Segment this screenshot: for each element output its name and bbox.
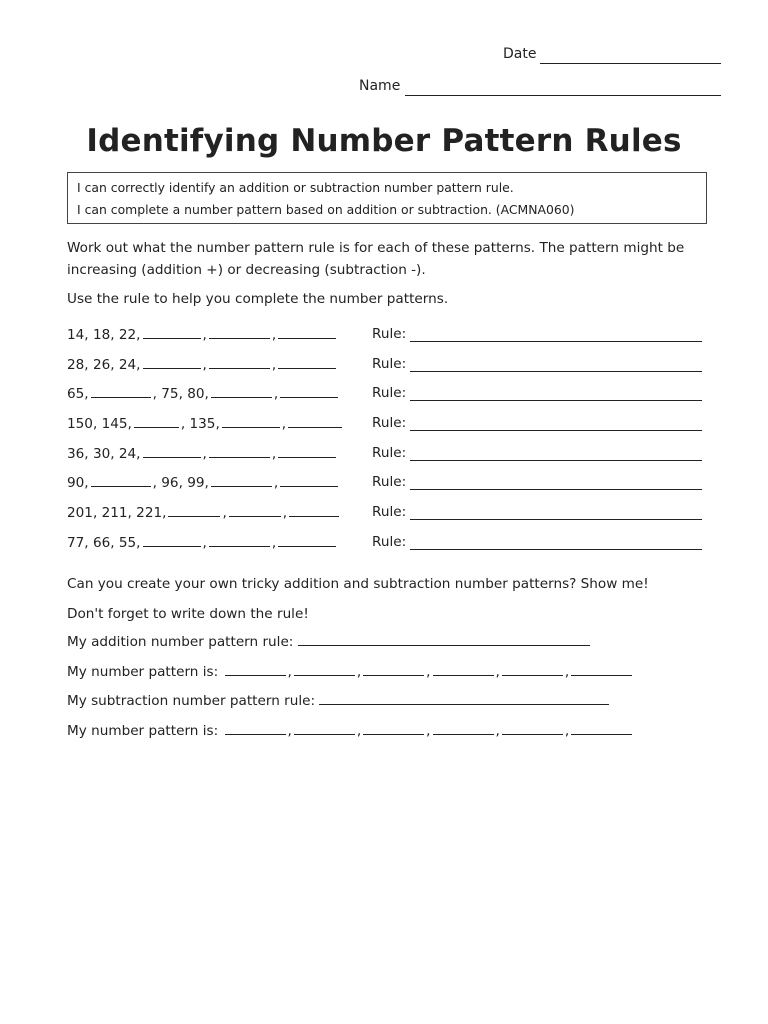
- rule-answer-line[interactable]: [410, 341, 702, 342]
- answer-blank[interactable]: [278, 534, 336, 547]
- answer-blank[interactable]: [225, 663, 286, 676]
- answer-blank[interactable]: [294, 663, 355, 676]
- answer-blank[interactable]: [222, 415, 280, 428]
- subtraction-rule-row: [67, 692, 609, 709]
- pattern-sequence: 201, 211, 221, , ,: [67, 504, 341, 521]
- answer-blank[interactable]: [229, 504, 281, 517]
- pattern-sequence: 90, , 96, 99, ,: [67, 474, 340, 491]
- pattern-row-8: [67, 534, 707, 554]
- date-label: Date: [503, 46, 537, 62]
- pattern-sequence: 150, 145, , 135, ,: [67, 415, 344, 432]
- objective-item: I can correctly identify an addition or subtraction number pattern rule.: [77, 180, 514, 195]
- answer-blank[interactable]: [143, 356, 201, 369]
- rule-label: Rule:: [372, 385, 407, 401]
- subtraction-rule-label: My subtraction number pattern rule:: [67, 693, 316, 709]
- subtraction-rule-line[interactable]: [319, 692, 609, 705]
- pattern-row-5: [67, 445, 707, 465]
- date-field[interactable]: [540, 63, 721, 64]
- pattern-label: My number pattern is:: [67, 664, 219, 680]
- answer-blank[interactable]: [143, 534, 201, 547]
- use-rule-text: Use the rule to help you complete the number patterns.: [67, 291, 449, 307]
- pattern-sequence: 77, 66, 55, , ,: [67, 534, 338, 551]
- create-question: Can you create your own tricky addition and subtraction number patterns? Show me!: [67, 576, 649, 592]
- pattern-row-2: [67, 356, 707, 376]
- instructions-text: Work out what the number pattern rule is for each of these patterns. The pattern might be increasing (addition +) or decreasing (subtraction -).: [67, 240, 685, 278]
- pattern-sequence: 14, 18, 22, , ,: [67, 326, 338, 343]
- name-field[interactable]: [405, 95, 721, 96]
- pattern-row-6: [67, 474, 707, 494]
- answer-blank[interactable]: [225, 722, 286, 735]
- pattern-sequence: 28, 26, 24, , ,: [67, 356, 338, 373]
- answer-blank[interactable]: [209, 356, 270, 369]
- answer-blank[interactable]: [168, 504, 220, 517]
- answer-blank[interactable]: [209, 534, 270, 547]
- answer-blank[interactable]: [363, 663, 424, 676]
- rule-answer-line[interactable]: [410, 430, 702, 431]
- answer-blank[interactable]: [294, 722, 355, 735]
- answer-blank[interactable]: [502, 663, 563, 676]
- pattern-row-7: [67, 504, 707, 524]
- rule-label: Rule:: [372, 415, 407, 431]
- addition-pattern-row: My number pattern is: , , , , ,: [67, 663, 634, 680]
- pattern-row-3: [67, 385, 707, 405]
- rule-answer-line[interactable]: [410, 519, 702, 520]
- objectives-box: [67, 172, 707, 224]
- answer-blank[interactable]: [143, 445, 201, 458]
- answer-blank[interactable]: [278, 445, 336, 458]
- subtraction-pattern-row: My number pattern is: , , , , ,: [67, 722, 634, 739]
- answer-blank[interactable]: [363, 722, 424, 735]
- objective-item: I can complete a number pattern based on addition or subtraction. (ACMNA060): [77, 202, 575, 217]
- answer-blank[interactable]: [289, 504, 339, 517]
- rule-label: Rule:: [372, 504, 407, 520]
- answer-blank[interactable]: [571, 663, 632, 676]
- rule-label: Rule:: [372, 534, 407, 550]
- answer-blank[interactable]: [280, 474, 338, 487]
- rule-label: Rule:: [372, 326, 407, 342]
- answer-blank[interactable]: [134, 415, 179, 428]
- create-reminder: Don't forget to write down the rule!: [67, 606, 309, 622]
- addition-rule-label: My addition number pattern rule:: [67, 634, 294, 650]
- rule-answer-line[interactable]: [410, 489, 702, 490]
- answer-blank[interactable]: [571, 722, 632, 735]
- answer-blank[interactable]: [209, 326, 270, 339]
- rule-answer-line[interactable]: [410, 549, 702, 550]
- answer-blank[interactable]: [433, 663, 494, 676]
- addition-rule-line[interactable]: [298, 633, 590, 646]
- rule-label: Rule:: [372, 445, 407, 461]
- answer-blank[interactable]: [502, 722, 563, 735]
- pattern-sequence: 36, 30, 24, , ,: [67, 445, 338, 462]
- pattern-row-1: [67, 326, 707, 346]
- rule-label: Rule:: [372, 474, 407, 490]
- page-title: Identifying Number Pattern Rules: [86, 123, 682, 159]
- rule-answer-line[interactable]: [410, 460, 702, 461]
- answer-blank[interactable]: [278, 326, 336, 339]
- addition-rule-row: [67, 633, 590, 650]
- rule-answer-line[interactable]: [410, 371, 702, 372]
- answer-blank[interactable]: [91, 474, 151, 487]
- pattern-label: My number pattern is:: [67, 723, 219, 739]
- answer-blank[interactable]: [211, 474, 272, 487]
- answer-blank[interactable]: [288, 415, 342, 428]
- answer-blank[interactable]: [433, 722, 494, 735]
- answer-blank[interactable]: [91, 385, 151, 398]
- answer-blank[interactable]: [209, 445, 270, 458]
- pattern-row-4: [67, 415, 707, 435]
- answer-blank[interactable]: [211, 385, 272, 398]
- pattern-sequence: 65, , 75, 80, ,: [67, 385, 340, 402]
- name-label: Name: [359, 78, 401, 94]
- answer-blank[interactable]: [278, 356, 336, 369]
- rule-answer-line[interactable]: [410, 400, 702, 401]
- rule-label: Rule:: [372, 356, 407, 372]
- answer-blank[interactable]: [143, 326, 201, 339]
- answer-blank[interactable]: [280, 385, 338, 398]
